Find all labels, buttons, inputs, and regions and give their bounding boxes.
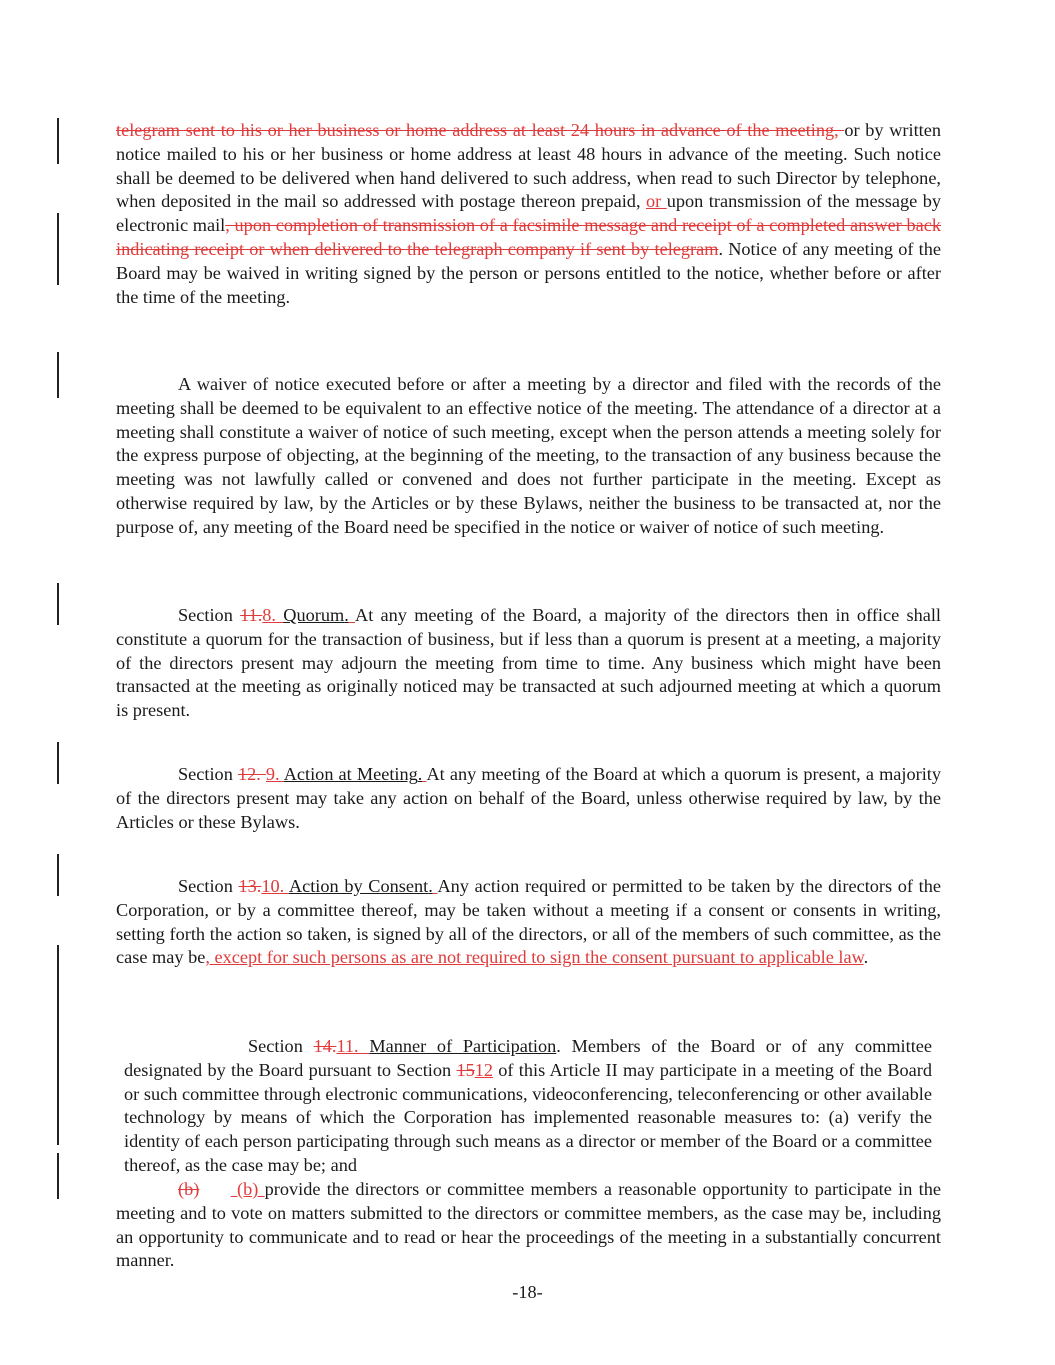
body-text: upon transmission of the message by electronic mail	[116, 191, 941, 236]
deleted-section-reference: 15	[456, 1059, 475, 1080]
section-body: of this Article II may participate in a meeting of the Board or such committee through electronic communications, videoconferencing, teleconferencing or other available technology by means of which the Corporation has implemented reasonable measures to: (a) verify the identity of each person participating through such means as a director or member of the Board or a committee thereof, as the case may be; and	[124, 1059, 932, 1175]
section-title-period: .	[417, 764, 423, 784]
deleted-item-label: (b)	[178, 1179, 200, 1199]
change-bar	[57, 1153, 59, 1199]
section-title-period: .	[556, 1036, 561, 1056]
section-body-end: .	[863, 947, 869, 968]
inserted-item-label: (b)	[230, 1179, 265, 1199]
notice-paragraph	[116, 119, 941, 309]
inserted-section-number: 10.	[261, 876, 289, 896]
section-label: Section	[178, 764, 238, 784]
change-bar	[57, 352, 59, 398]
deleted-section-number: 12.	[237, 764, 266, 784]
section-9-action-at-meeting	[116, 763, 941, 834]
section-10-action-by-consent	[116, 875, 941, 970]
section-title: Quorum	[283, 605, 345, 625]
section-body: Any action required or permitted to be taken by the directors of the Corporation, or by a committee thereof, may be taken without a meeting if a consent or consents in writing, setting forth the action so taken, is signed by all of the directors, or all of the members of such committee, as the case may be	[116, 876, 942, 968]
inserted-section-number: 8.	[262, 605, 284, 625]
deleted-text: telegram sent to his or her business or home address at least 24 hours in advance of the meeting,	[116, 120, 845, 140]
section-title: Manner of Participation	[369, 1036, 557, 1056]
section-title-period: .	[428, 876, 433, 896]
section-11-manner-of-participation	[124, 1035, 932, 1178]
inserted-text: or	[646, 191, 667, 212]
change-bar	[57, 945, 59, 1145]
change-bar	[57, 854, 59, 896]
section-label: Section	[178, 876, 239, 896]
deleted-section-number: 11.	[240, 605, 263, 625]
body-text: or by written notice mailed to his or her business or home address at least 48 hours in advance of the meeting. Such notice shall be deemed to be delivered when hand delivered to such address, when read to such Director by telephone, when deposited in the mail so addressed with postage thereon prepaid,	[116, 120, 942, 212]
section-body: At any meeting of the Board at which a quorum is present, a majority of the directors present may take any action on behalf of the Board, unless otherwise required by law, by the Articles or these Bylaws.	[116, 764, 942, 832]
section-label: Section	[248, 1036, 314, 1056]
change-bar	[57, 213, 59, 285]
change-bar	[57, 118, 59, 164]
section-label: Section	[178, 605, 241, 625]
section-title-period: .	[344, 605, 349, 625]
body-text: A waiver of notice executed before or after a meeting by a director and filed with the records of the meeting shall be deemed to be equivalent to an effective notice of the meeting. The attendance of a director at a meeting shall constitute a waiver of notice of such meeting, except when the person attends a meeting solely for the express purpose of objecting, at the beginning of the meeting, to the transaction of any business because the meeting was not lawfully called or convened and does not further participate in the meeting. Except as otherwise required by law, by the Articles or by these Bylaws, neither the business to be transacted at, nor the purpose of, any meeting of the Board need be specified in the notice or waiver of notice of such meeting.	[116, 374, 941, 537]
inserted-section-reference: 12	[474, 1059, 493, 1080]
deleted-text: , upon completion of transmission of a facsimile message and receipt of a completed answer back indicating receipt or when delivered to the telegraph company if sent by telegram	[116, 215, 941, 259]
deleted-section-number: 14.	[313, 1036, 337, 1056]
section-body: Members of the Board or of any committee designated by the Board pursuant to Section	[124, 1036, 933, 1080]
inserted-text: , except for such persons as are not required to sign the consent pursuant to applicable law	[205, 947, 864, 968]
section-title: Action by Consent	[288, 876, 429, 896]
section-11-continuation	[116, 1178, 941, 1273]
section-body: provide the directors or committee members a reasonable opportunity to participate in the meeting and to vote on matters submitted to the directors or committee members, as the case may be, including an opportunity to communicate and to read or hear the proceedings of the meeting in a substantially concurrent manner.	[116, 1179, 941, 1271]
section-body: At any meeting of the Board, a majority of the directors then in office shall constitute a quorum for the transaction of business, but if less than a quorum is present at a meeting, a majority of the directors present may adjourn the meeting from time to time. Any business which might have been transacted at the meeting as originally noticed may be transacted at such adjourned meeting at which a quorum is present.	[116, 605, 942, 721]
inserted-section-number: 9.	[265, 764, 284, 784]
waiver-paragraph	[116, 373, 941, 540]
deleted-section-number: 13.	[238, 876, 262, 896]
change-bar	[57, 742, 59, 784]
inserted-section-number: 11.	[336, 1036, 370, 1056]
body-text: . Notice of any meeting of the Board may be waived in writing signed by the person or persons entitled to the notice, whether before or after the time of the meeting.	[116, 238, 942, 307]
page-number: -18-	[512, 1282, 543, 1302]
change-bar	[57, 583, 59, 625]
section-title: Action at Meeting	[283, 764, 418, 784]
section-8-quorum	[116, 604, 941, 723]
